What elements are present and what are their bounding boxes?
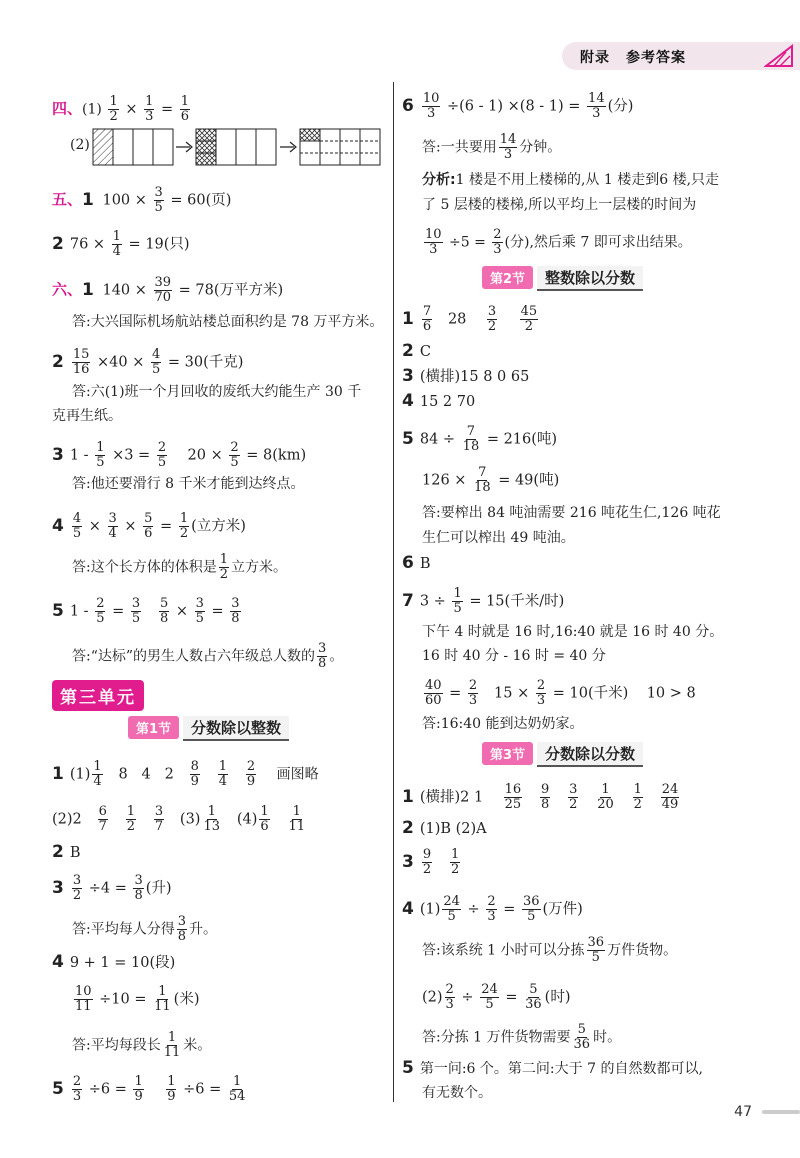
q6-5-row: 5 1 - $\frac{2}{5}$ = $\frac{3}{5}$ $\frac{5}{8}$ × $\frac{3}{5}$ = $\frac{3}{8}$ [52,596,240,626]
s2-q7-row: 7 3 ÷ $\frac{1}{5}$ = 15(千米/时) [402,586,565,616]
section-1-header [128,716,289,740]
q6-calc-row: 6 $\frac{10}{3}$ ÷(6 - 1) ×(8 - 1) = $\frac{14}{3}$ (分) [402,91,634,121]
analysis-line-1: 分析:1 楼是不用上楼梯的,从 1 楼走到6 楼,只走 [422,172,720,188]
s1-q3-row: 3 $\frac{3}{2}$ ÷4 = $\frac{3}{8}$ (升) [52,873,172,903]
page-bar [762,1110,800,1114]
s3-q5-line2: 有无数个。 [422,1085,492,1101]
page-number: 47 [734,1104,752,1120]
answer-6-5: 答:“达标”的男生人数占六年级总人数的 $\frac{3}{8}$ 。 [72,641,344,671]
s3-q1-row: 1 (横排)2 1 $\frac{16}{25}$ $\frac{9}{8}$ $\frac{3}{2}$ $\frac{1}{20}$ $\frac{1}{2}$ $\frac{24}{49}$ [402,782,679,812]
section-3-title: 分数除以分数 [537,742,643,767]
section-1-title: 分数除以整数 [183,716,289,741]
answer-s2-7: 答:16:40 能到达奶奶家。 [422,716,584,732]
s2-q7-line3: 16 时 40 分 - 16 时 = 40 分 [422,648,606,664]
s3-q3-row: 3 $\frac{9}{2}$ $\frac{1}{2}$ [402,847,460,877]
section-2-badge: 第2节 [482,266,533,289]
header-answers: 参考答案 [626,50,686,66]
s2-q7-line2: 下午 4 时就是 16 时,16:40 就是 16 时 40 分。 [422,624,724,640]
section-3-header [482,742,643,766]
answer-s3-4a: 答:该系统 1 小时可以分拣 $\frac{36}{5}$ 万件货物。 [422,935,678,965]
answer-6-4: 答:这个长方体的体积是 $\frac{1}{2}$ 立方米。 [72,552,287,582]
s2-q3-row: 3 (横排)15 8 0 65 [402,366,530,386]
section-3-badge: 第3节 [482,742,533,765]
s2-q1-row: 1 $\frac{7}{6}$ 28 $\frac{3}{2}$ $\frac{45}{2}$ [402,304,538,334]
q6-4-row: 4 $\frac{4}{5}$ × $\frac{3}{4}$ × $\frac{5}{6}$ = $\frac{1}{2}$ (立方米) [52,511,246,541]
q6-1-row: 六、1 140 × $\frac{39}{70}$ = 78(万平方米) [52,275,284,305]
q4-label: 四、 [52,99,83,118]
s3-q4-1-row: 4 (1) $\frac{24}{5}$ ÷ $\frac{2}{3}$ = $\frac{36}{5}$ (万件) [402,894,583,924]
section-2-header [482,266,643,290]
q5-2-row: 2 76 × $\frac{1}{4}$ = 19(只) [52,229,190,259]
s3-q5-row: 5 第一问:6 个。第二问:大于 7 的自然数都可以, [402,1058,703,1078]
q6-2-row: 2 $\frac{15}{16}$ ×40 × $\frac{4}{5}$ = 30(千克) [52,347,244,377]
section-2-title: 整数除以分数 [537,266,643,291]
s1-q4-calc: $\frac{10}{11}$ ÷10 = $\frac{1}{11}$ (米) [75,984,200,1014]
s3-q4-2-row: (2) $\frac{2}{3}$ ÷ $\frac{24}{5}$ = $\frac{5}{36}$ (时) [422,982,571,1012]
s2-q5-calc2: 126 × $\frac{7}{18}$ = 49(吨) [422,465,560,495]
s1-q1-row: 1 (1) $\frac{1}{4}$ 8 4 2 $\frac{8}{9}$ $\frac{1}{4}$ $\frac{2}{9}$ 画图略 [52,759,319,789]
s2-q4-row: 4 15 2 70 [402,391,476,411]
analysis-line-2: 了 5 层楼的楼梯,所以平均上一层楼的时间为 [422,197,697,213]
s2-q6-row: 6 B [402,553,431,573]
q4-1-row: 四、(1) $\frac{1}{2}$ × $\frac{1}{3}$ = $\frac{1}{6}$ [52,94,190,124]
ruler-triangle-icon [764,44,794,68]
s2-q2-row: 2 C [402,341,431,361]
s1-q4-row: 4 9 + 1 = 10(段) [52,952,176,972]
s1-q5-row: 5 $\frac{2}{3}$ ÷6 = $\frac{1}{9}$ $\frac{1}{9}$ ÷6 = $\frac{1}{54}$ [52,1074,246,1104]
answer-6-1: 答:大兴国际机场航站楼总面积约是 78 万平方米。 [72,314,384,330]
answer-s1-3: 答:平均每人分得 $\frac{3}{8}$ 升。 [72,914,217,944]
header-title [580,47,686,67]
answer-6-3: 答:他还要滑行 8 千米才能到达终点。 [72,476,305,492]
header-appendix: 附录 [580,50,610,66]
unit-title: 第三单元 [52,680,144,711]
answer-s2-5a: 答:要榨出 84 吨油需要 216 吨花生仁,126 吨花 [422,505,721,521]
s1-q2-row: 2 B [52,842,81,862]
s1-q1-2-row: (2)2 $\frac{6}{7}$ $\frac{1}{2}$ $\frac{3}{7}$ (3) $\frac{1}{13}$ (4) $\frac{1}{6}$ $\frac{1}{11}$ [52,804,306,834]
answer-s1-4: 答:平均每段长 $\frac{1}{11}$ 米。 [72,1030,212,1060]
s2-q7-calc: $\frac{40}{60}$ = $\frac{2}{3}$ 15 × $\frac{2}{3}$ = 10(千米) 10 > 8 [425,678,696,708]
q5-1-row: 五、1 100 × $\frac{3}{5}$ = 60(页) [52,185,232,215]
q4-2-row: (2) [70,137,90,153]
fraction-diagram [92,128,384,168]
answer-q6: 答:一共要用 $\frac{14}{3}$ 分钟。 [422,132,562,162]
answer-6-2a: 答:六(1)班一个月回收的废纸大约能生产 30 千 [72,384,362,400]
s3-q2-row: 2 (1)B (2)A [402,818,487,838]
answer-s3-4b: 答:分拣 1 万件货物需要 $\frac{5}{36}$ 时。 [422,1022,622,1052]
page-header [562,42,800,70]
answer-s2-5b: 生仁可以榨出 49 吨油。 [422,530,575,546]
answer-6-2b: 克再生纸。 [52,408,122,424]
section-1-badge: 第1节 [128,716,179,739]
q6-3-row: 3 1 - $\frac{1}{5}$ ×3 = $\frac{2}{5}$ 20 × $\frac{2}{5}$ = 8(km) [52,440,307,470]
s2-q5-row: 5 84 ÷ $\frac{7}{18}$ = 216(吨) [402,424,558,454]
column-divider [393,82,394,1102]
analysis-line-3: $\frac{10}{3}$ ÷5 = $\frac{2}{3}$ (分),然后乘 7 即可求出结果。 [425,227,692,257]
